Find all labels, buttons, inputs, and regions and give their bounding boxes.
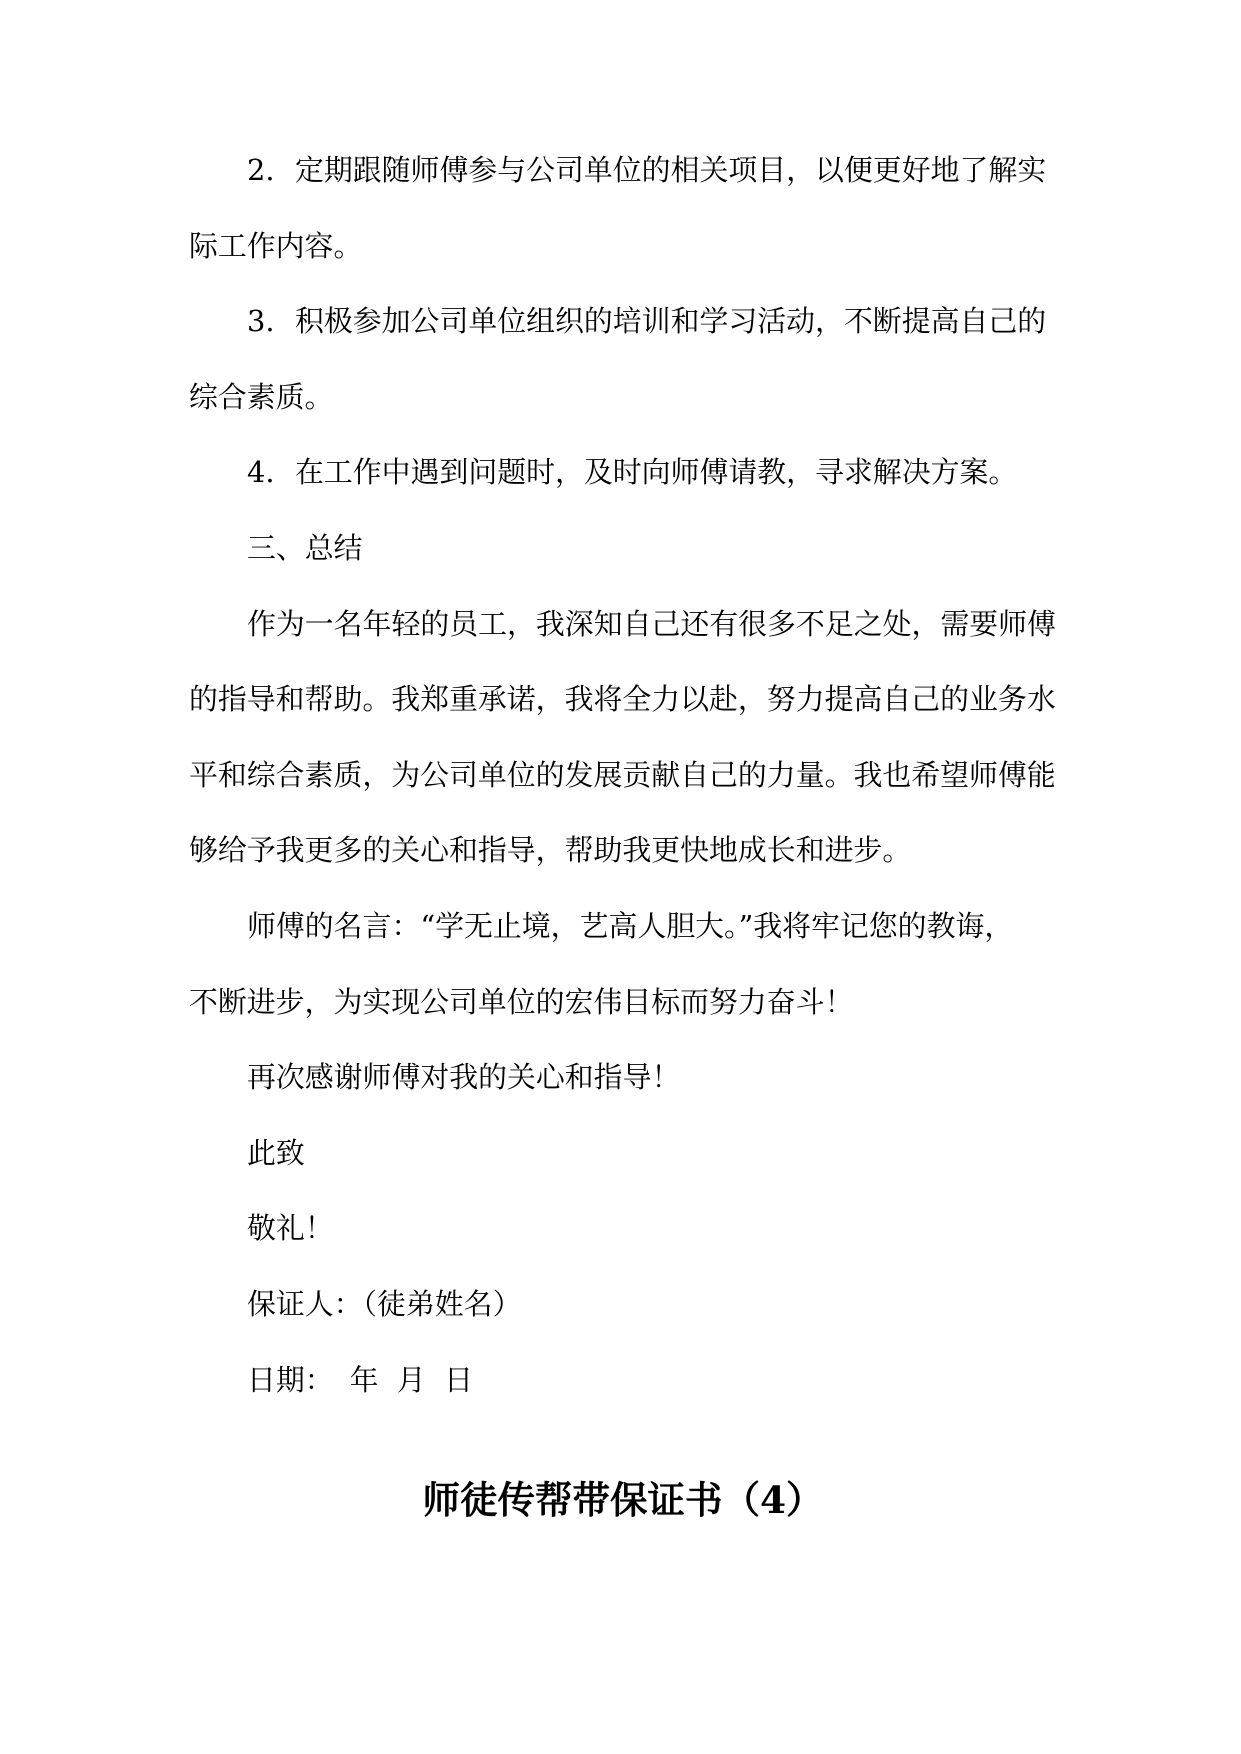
list-number: 3.: [247, 304, 275, 339]
signature-value: （徒弟姓名）: [362, 1286, 522, 1321]
signature-label: 保证人：: [247, 1286, 363, 1321]
date-label: 日期：: [247, 1362, 334, 1397]
date-value: 年 月 日: [349, 1362, 474, 1397]
list-item-first-line: [189, 284, 1057, 360]
document-title: 师徒传帮带保证书（4）: [422, 1478, 824, 1522]
list-item-continuation-line: 际工作内容。: [189, 228, 363, 263]
list-item-3: [189, 284, 1057, 435]
paragraph-line: 的指导和帮助。我郑重承诺，我将全力以赴，努力提高自己的业务水: [189, 682, 1056, 717]
list-item-4: [189, 435, 1057, 511]
list-item-first-line: [189, 435, 1057, 511]
paragraph-line: 作为一名年轻的员工，我深知自己还有很多不足之处，需要师傅: [247, 606, 1056, 641]
paragraph-line: 够给予我更多的关心和指导，帮助我更快地成长和进步。: [189, 833, 912, 868]
quote-paragraph: [189, 889, 1057, 1040]
signature-line: [189, 1267, 1057, 1343]
list-item-first-line: [189, 133, 1057, 209]
list-number: 2.: [247, 153, 275, 187]
thanks-line: 再次感谢师傅对我的关心和指导！: [247, 1060, 681, 1095]
list-item-continuation-line: 综合素质。: [189, 379, 334, 414]
list-item-text: 定期跟随师傅参与公司单位的相关项目，以便更好地了解实: [295, 153, 1047, 187]
summary-paragraph: [189, 587, 1057, 889]
paragraph-line: 师傅的名言：“学无止境，艺高人胆大。”我将牢记您的教诲，: [247, 908, 1014, 943]
paragraph-line: 不断进步，为实现公司单位的宏伟目标而努力奋斗！: [189, 984, 854, 1019]
list-number: 4.: [247, 455, 275, 490]
section-heading: 三、总结: [247, 530, 363, 565]
closing-salutation: 此致: [247, 1135, 305, 1170]
document-body: [189, 133, 1057, 1418]
list-item-text: 在工作中遇到问题时，及时向师傅请教，寻求解决方案。: [295, 455, 1018, 490]
paragraph-line: 平和综合素质，为公司单位的发展贡献自己的力量。我也希望师傅能: [189, 757, 1056, 792]
list-item-2: [189, 133, 1057, 284]
date-line: [189, 1343, 1057, 1419]
closing-regards: 敬礼！: [247, 1211, 334, 1246]
list-item-text: 积极参加公司单位组织的培训和学习活动，不断提高自己的: [295, 304, 1047, 339]
